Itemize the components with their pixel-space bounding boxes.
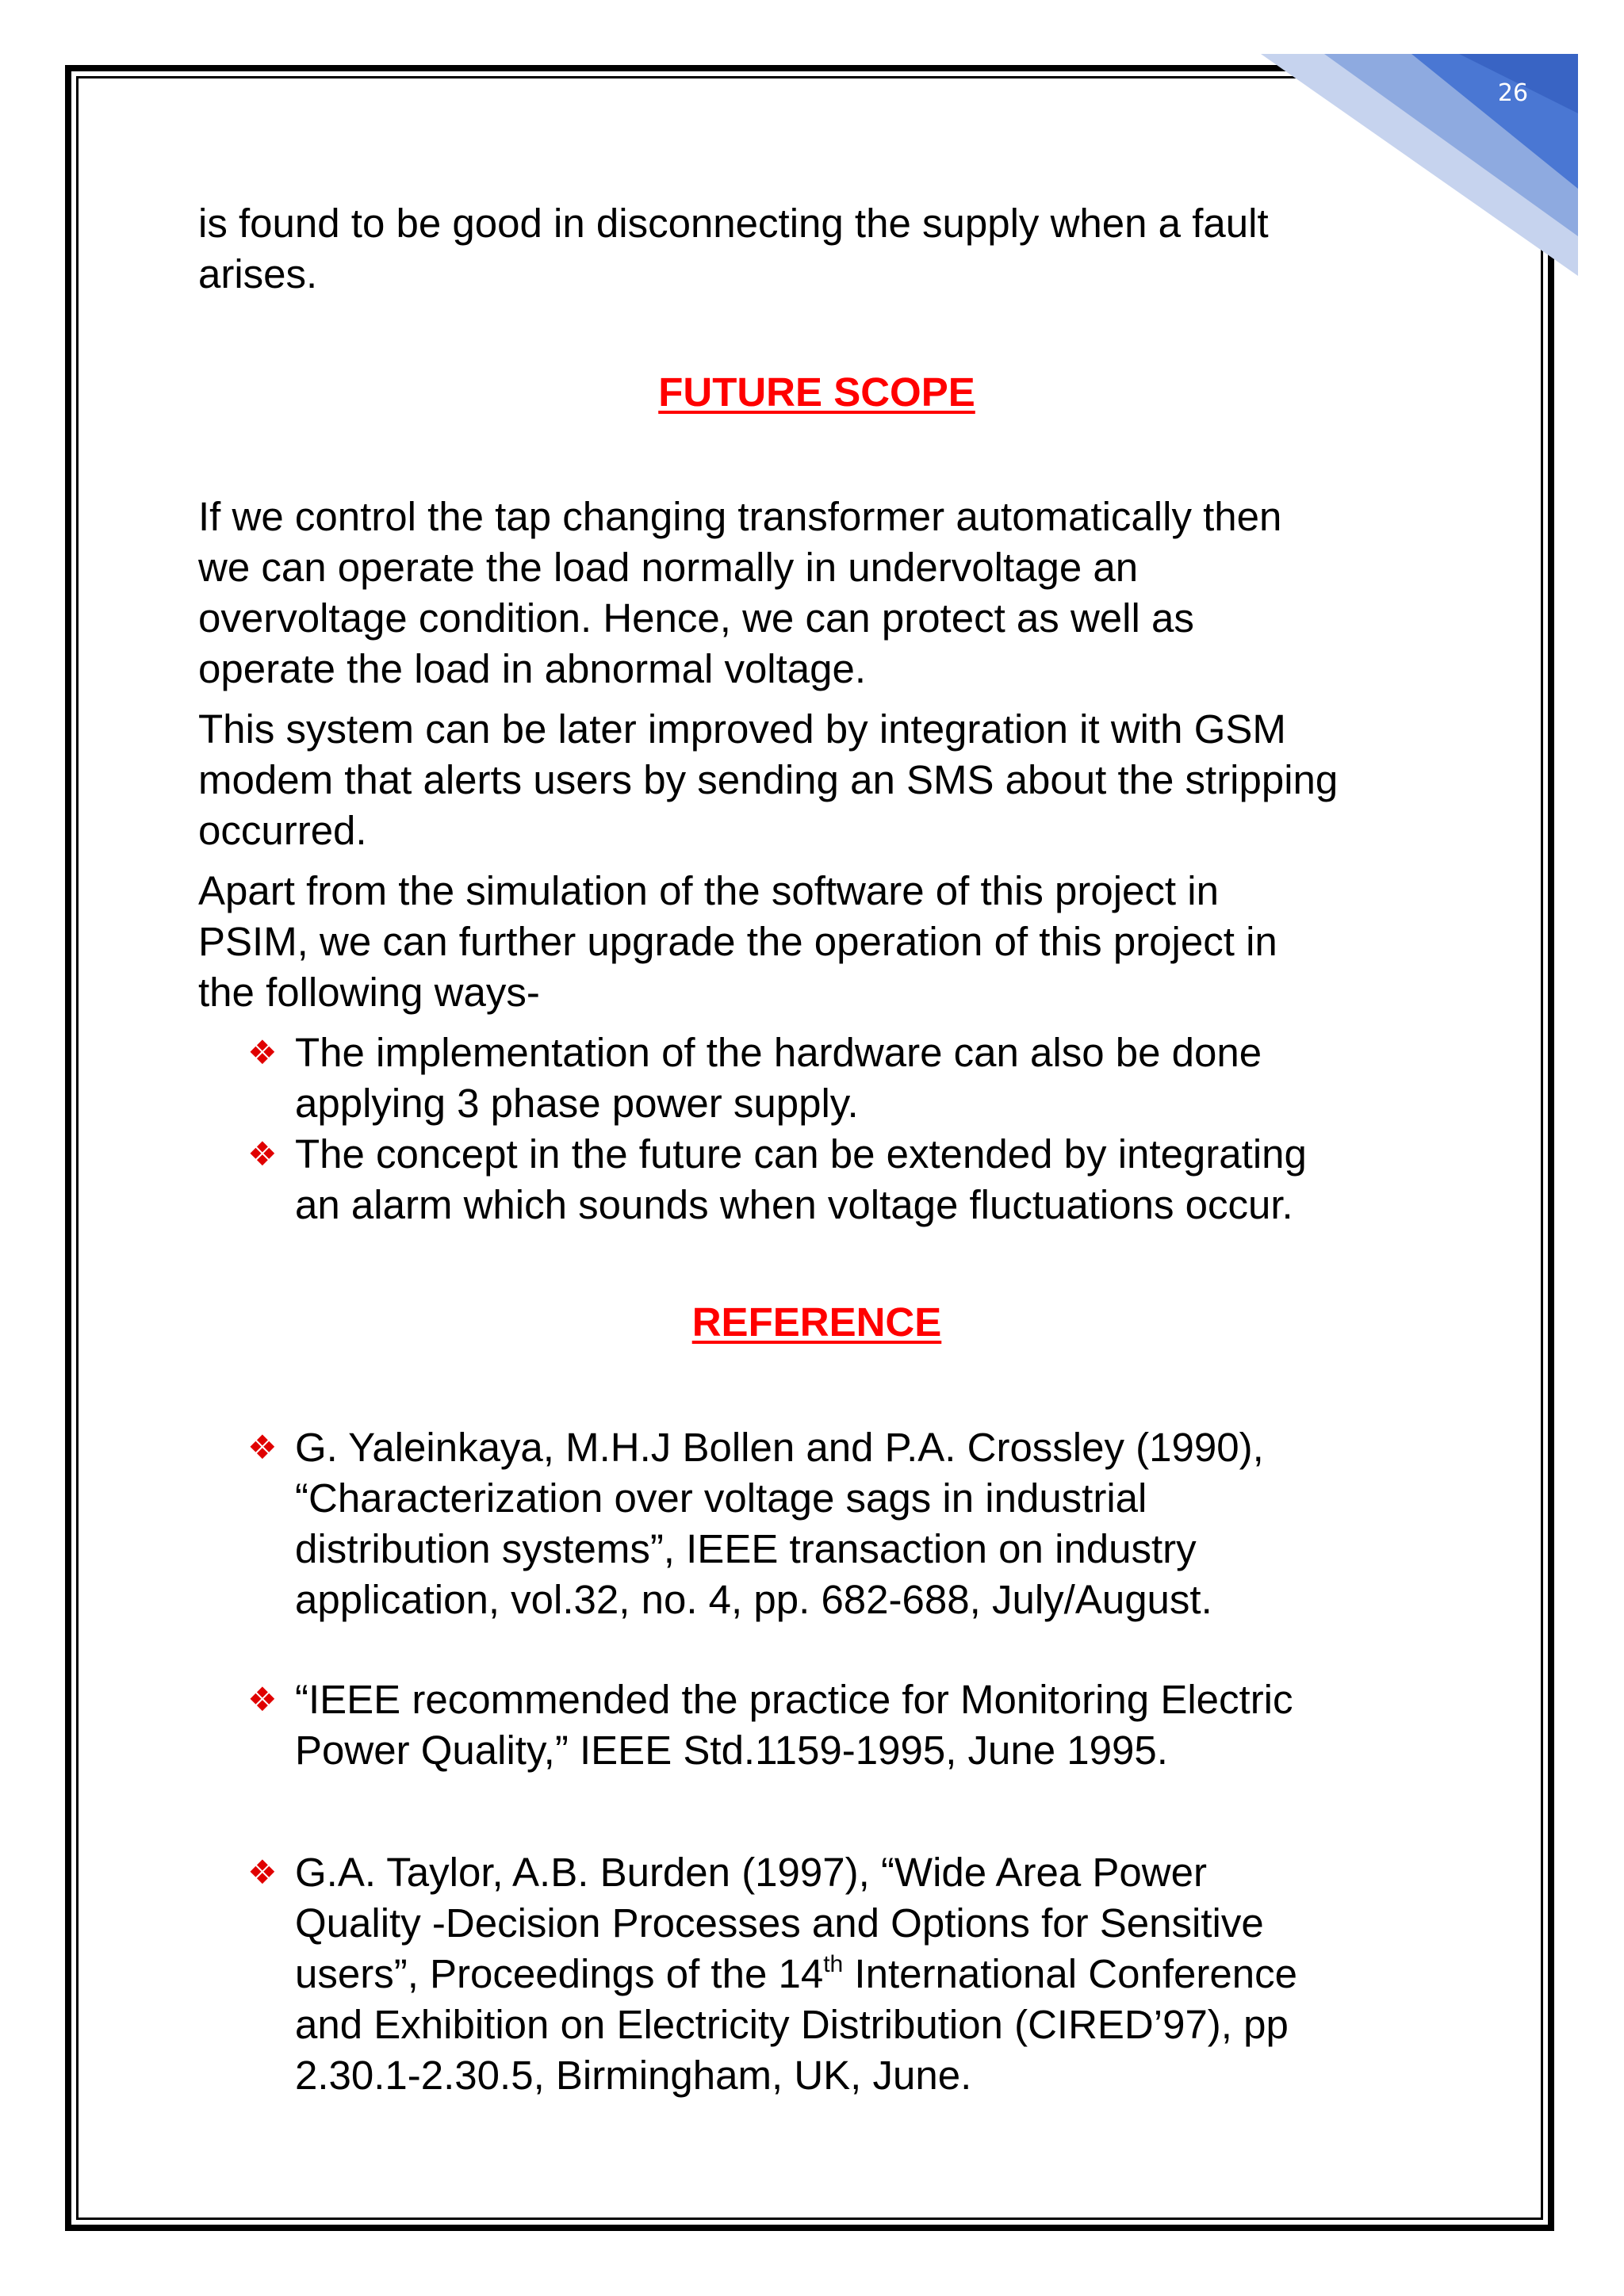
future-scope-heading: FUTURE SCOPE [658,369,975,415]
intro-line: is found to be good in disconnecting the supply when a fault [198,201,1269,246]
four-diamond-bullet-icon: ❖ [247,1135,278,1173]
reference-item-line: and Exhibition on Electricity Distribution (CIRED’97), pp [295,2002,1289,2047]
reference-item-line: G.A. Taylor, A.B. Burden (1997), “Wide Area Power [295,1850,1207,1895]
future-scope-para1-line: operate the load in abnormal voltage. [198,646,867,691]
page-number: 26 [1497,79,1529,107]
future-scope-para2-line: This system can be later improved by integration it with GSM [198,706,1286,752]
future-scope-para2-line: modem that alerts users by sending an SMS about the stripping [198,757,1339,802]
reference-item-line: Power Quality,” IEEE Std.1159-1995, June 1995. [295,1728,1168,1773]
four-diamond-bullet-icon: ❖ [247,1853,278,1892]
future-scope-bullet-line: applying 3 phase power supply. [295,1081,859,1126]
future-scope-para2-line: occurred. [198,808,367,853]
reference-item-line: distribution systems”, IEEE transaction on industry [295,1526,1197,1571]
reference-item-line: “IEEE recommended the practice for Monitoring Electric [295,1677,1293,1722]
future-scope-bullet-line: The concept in the future can be extended by integrating [295,1131,1307,1177]
reference-item-line [295,1949,1297,1999]
reference-item-line: application, vol.32, no. 4, pp. 682-688, July/August. [295,1577,1212,1622]
four-diamond-bullet-icon: ❖ [247,1428,278,1467]
reference-item-line: G. Yaleinkaya, M.H.J Bollen and P.A. Crossley (1990), [295,1425,1264,1470]
future-scope-bullet-line: The implementation of the hardware can also be done [295,1030,1262,1075]
reference-item-text: International Conference [843,1951,1297,1996]
future-scope-para1-line: If we control the tap changing transformer automatically then [198,494,1282,539]
ordinal-superscript: th [823,1951,844,1977]
future-scope-para1-line: we can operate the load normally in undervoltage an [198,545,1139,590]
intro-line: arises. [198,251,318,297]
future-scope-para3-line: the following ways- [198,970,540,1015]
reference-heading: REFERENCE [691,1299,942,1345]
reference-item-line: Quality -Decision Processes and Options for Sensitive [295,1900,1264,1946]
reference-item-line: “Characterization over voltage sags in industrial [295,1475,1147,1521]
future-scope-para1-line: overvoltage condition. Hence, we can protect as well as [198,595,1194,641]
reference-item-text: users”, Proceedings of the 14 [295,1951,824,1996]
four-diamond-bullet-icon: ❖ [247,1033,278,1072]
reference-item-line: 2.30.1-2.30.5, Birmingham, UK, June. [295,2053,972,2098]
future-scope-para3-line: Apart from the simulation of the software of this project in [198,868,1219,913]
future-scope-para3-line: PSIM, we can further upgrade the operation of this project in [198,919,1277,964]
four-diamond-bullet-icon: ❖ [247,1680,278,1719]
future-scope-bullet-line: an alarm which sounds when voltage fluctuations occur. [295,1182,1293,1227]
